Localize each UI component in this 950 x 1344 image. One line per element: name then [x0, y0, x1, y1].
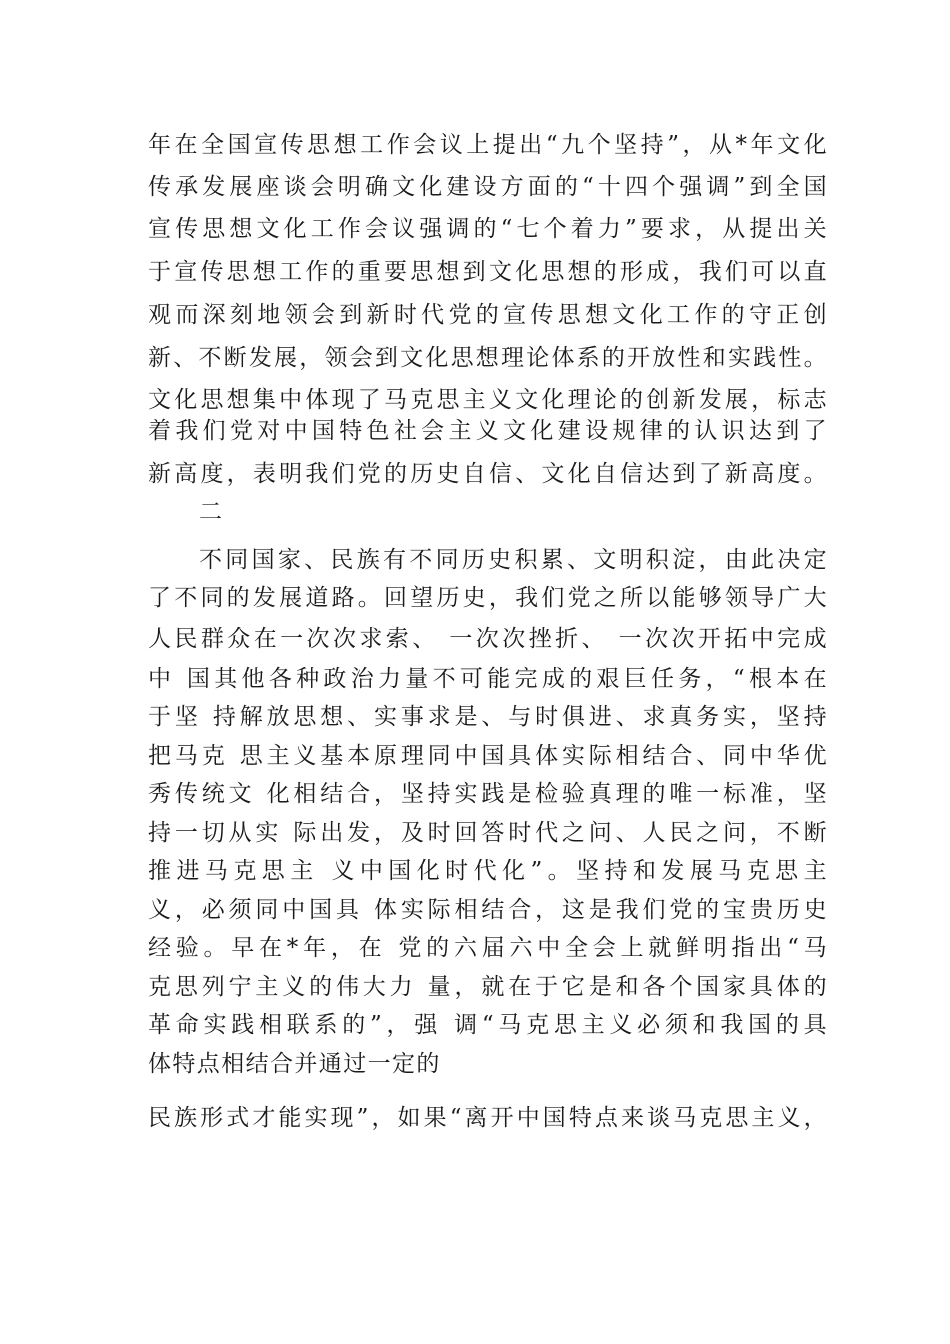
text-line: 民族形式才能实现”，如果“离开中国特点来谈马克思主义， [148, 1105, 828, 1131]
text-line: 传承发展座谈会明确文化建设方面的“十四个强调”到全国 [148, 174, 828, 200]
text-line: 于坚 持解放思想、实事求是、与时俱进、求真务实，坚持 [148, 704, 828, 730]
text-line: 持一切从实 际出发，及时回答时代之问、人民之问，不断 [148, 820, 828, 846]
text-line: 秀传统文 化相结合，坚持实践是检验真理的唯一标准，坚 [148, 781, 828, 807]
text-line: 义，必须同中国具 体实际相结合，这是我们党的宝贵历史 [148, 897, 828, 923]
section-number: 二 [199, 499, 224, 525]
text-line: 体特点相结合并通过一定的 [148, 1051, 441, 1077]
text-line: 新高度，表明我们党的历史自信、文化自信达到了新高度。 [148, 461, 828, 487]
text-line: 革命实践相联系的”，强 调“马克思主义必须和我国的具 [148, 1012, 828, 1038]
text-line: 于宣传思想工作的重要思想到文化思想的形成，我们可以直 [148, 259, 828, 285]
text-line: 中 国其他各种政治力量不可能完成的艰巨任务，“根本在 [148, 666, 828, 692]
text-line: 人民群众在一次次求索、 一次次挫折、 一次次开拓中完成 [148, 626, 828, 652]
text-line: 文化思想集中体现了马克思主义文化理论的创新发展，标志 [148, 387, 828, 413]
text-line: 把马克 思主义基本原理同中国具体实际相结合、同中华优 [148, 743, 828, 769]
text-line: 年在全国宣传思想工作会议上提出“九个坚持”，从*年文化 [148, 132, 828, 158]
text-line: 了不同的发展道路。回望历史，我们党之所以能够领导广大 [148, 585, 828, 611]
text-line: 不同国家、民族有不同历史积累、文明积淀，由此决定 [199, 547, 828, 573]
text-line: 观而深刻地领会到新时代党的宣传思想文化工作的守正创 [148, 302, 828, 328]
text-line: 经验。早在*年，在 党的六届六中全会上就鲜明指出“马 [148, 935, 828, 961]
text-line: 推进马克思主 义中国化时代化”。坚持和发展马克思主 [148, 858, 828, 884]
text-line: 宣传思想文化工作会议强调的“七个着力”要求，从提出关 [148, 216, 828, 242]
text-line: 着我们党对中国特色社会主义文化建设规律的认识达到了 [148, 418, 828, 444]
text-line: 新、不断发展，领会到文化思想理论体系的开放性和实践性。 [148, 345, 828, 371]
text-line: 克思列宁主义的伟大力 量，就在于它是和各个国家具体的 [148, 974, 828, 1000]
